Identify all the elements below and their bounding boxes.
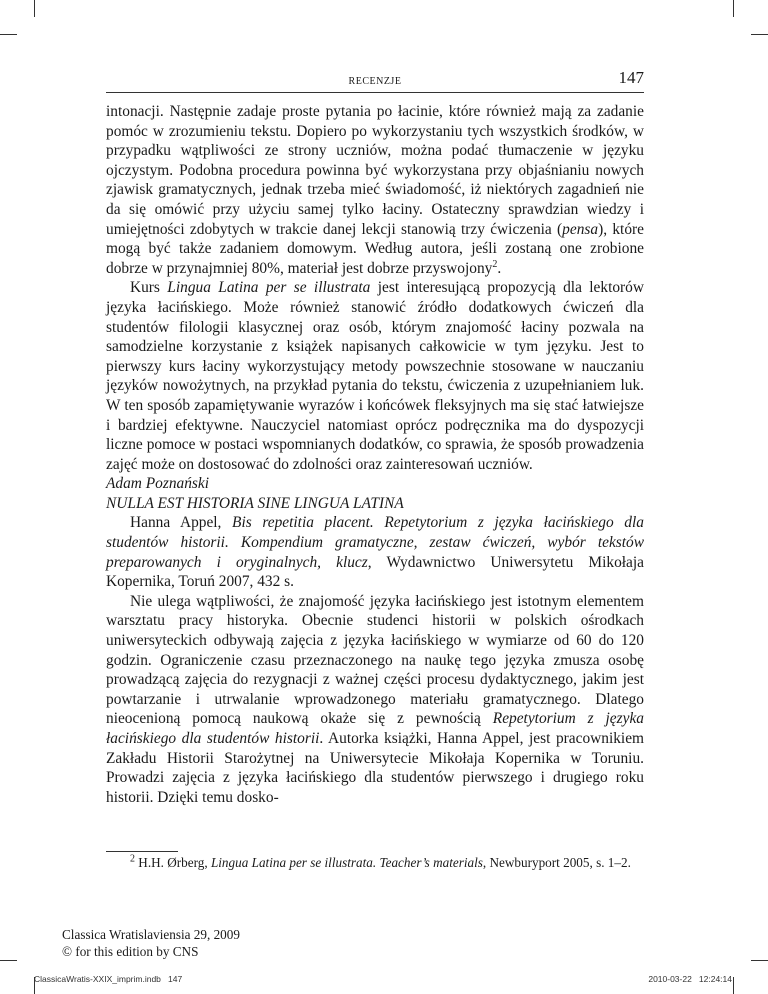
journal-imprint — [62, 926, 240, 960]
print-slug-file: ClassicaWratis-XXIX_imprim.indb 147 — [34, 974, 183, 984]
journal-name: Classica Wratislaviensia 29, 2009 — [62, 927, 240, 942]
footnote-ref: 2 — [492, 258, 498, 270]
print-slug-timestamp: 2010-03-22 12:24:14 — [648, 974, 732, 984]
section-title: RECENZJE — [348, 76, 402, 87]
footnote: $^2$ H.H. Ørberg, Lingua Latina per se illustrata. Teacher’s materials, Newburyport 2005, s. 1–2. — [130, 853, 631, 870]
review2-title: NULLA EST HISTORIA SINE LINGUA LATINA — [106, 494, 404, 512]
copyright-line: © for this edition by CNS — [62, 944, 199, 959]
review2-citation: Hanna Appel, Bis repetitia placent. Repetytorium z języka łacińskiego dla studentów historii. Kompendium gramatyczne, zestaw ćwiczeń, wybór tekstów preparowanych i oryginalnych, klucz, Wydawnictwo Uniwersytetu Mikołaja Kopernika, Toruń 2007, 432 s. — [106, 514, 644, 591]
crop-mark — [751, 960, 768, 961]
page-body — [106, 102, 644, 807]
crop-mark — [751, 34, 768, 35]
running-header — [106, 64, 644, 93]
footnote-number: 2 — [130, 853, 135, 865]
crop-mark — [733, 0, 734, 17]
crop-mark — [34, 0, 35, 17]
page-number: 147 — [618, 68, 644, 87]
crop-mark — [0, 34, 17, 35]
review1-signature: Adam Poznański — [106, 475, 210, 493]
review1-paragraph-2: Kurs Lingua Latina per se illustrata jest interesującą propozycją dla lektorów języka łacińskiego. Może również stanowić źródło dodatkowych ćwiczeń dla studentów filologii klasycznej oraz osób, którym znajomość łaciny pozwala na samodzielne korzystanie z książek napisanych całkowicie w tym języku. Jest to pierwszy kurs łaciny wykorzystujący metody powszechnie stosowane w nauczaniu języków nowożytnych, na przykład pytania do tekstu, ćwiczenia z uzupełnianiem luk. W ten sposób zapamiętywanie wyrazów i końcówek fleksyjnych ma się stać łatwiejsze i bardziej efektywne. Nauczyciel natomiast oprócz podręcznika ma do dyspozycji liczne pomoce w postaci wspomnianych dodatków, co sprawia, że sposób prowadzenia zajęć może on dostosować do zdolności oraz zainteresowań uczniów. — [106, 279, 644, 473]
review2-paragraph-1: Nie ulega wątpliwości, że znajomość języka łacińskiego jest istotnym elementem warsztatu pracy historyka. Obecnie studenci historii w polskich ośrodkach uniwersyteckich odbywają zajęcia z języka łacińskiego w wymiarze od 60 do 120 godzin. Ograniczenie czasu przeznaczonego na naukę tego języka zmusza osobę prowadzącą zajęcia do rezygnacji z ważnej części procesu dydaktycznego, jakim jest powtarzanie i utrwalanie wprowadzonego materiału gramatycznego. Dlatego nieocenioną pomocą naukową okaże się z pewnością Repetytorium z języka łacińskiego dla studentów historii. Autorka książki, Hanna Appel, jest pracownikiem Zakładu Historii Starożytnej na Uniwersytecie Mikołaja Kopernika w Toruniu. Prowadzi zajęcia z języka łacińskiego dla studentów pierwszego i drugiego roku historii. Dzięki temu dosko- — [106, 592, 644, 806]
crop-mark — [733, 977, 734, 994]
footnote-rule — [106, 851, 178, 852]
review1-paragraph-1: intonacji. Następnie zadaje proste pytania po łacinie, które również mają za zadanie pomóc w zrozumieniu tekstu. Dopiero po wykorzystaniu tych wszystkich środków, w przypadku wątpliwości ze strony uczniów, można podać tłumaczenie w języku ojczystym. Podobna procedura powinna być wykorzystana przy objaśnianiu nowych zjawisk gramatycznych, jednak trzeba mieć świadomość, iż niektórych zagadnień nie da się omówić przy użyciu samej tylko łaciny. Ostateczny sprawdzian wiedzy i umiejętności zdobytych w trakcie danej lekcji stanowią trzy ćwiczenia (pensa), które mogą być także zadaniem domowym. Według autora, jeśli zostaną one zrobione dobrze w przynajmniej 80%, materiał jest dobrze przyswojony$^2$. — [106, 103, 644, 277]
crop-mark — [0, 960, 17, 961]
